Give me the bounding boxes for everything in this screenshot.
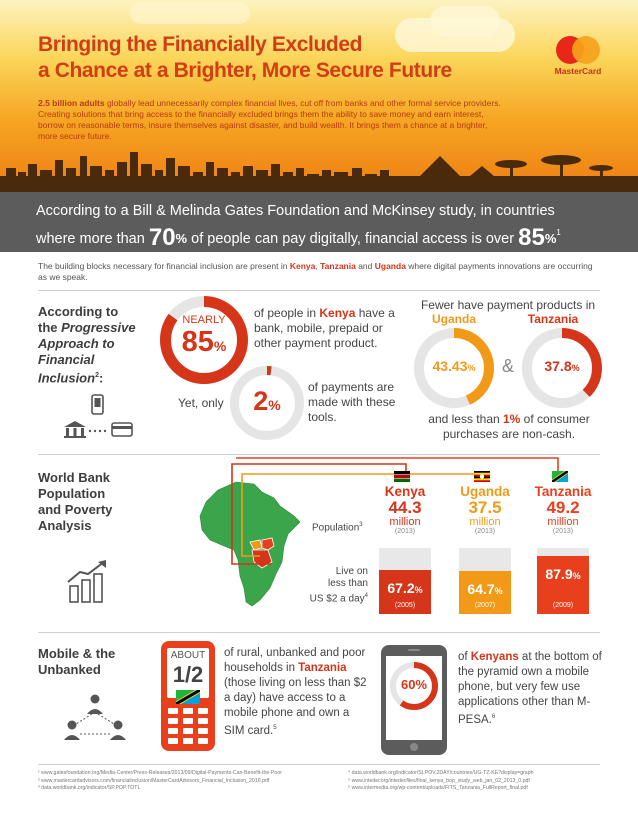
kenya-products-b: have a bank, mobile, prepaid or other payment product. [254, 306, 395, 350]
ke-mobile-b: at the bottom of the pyramid own a mobile phone, but very few use applications other than M-PESA. [458, 651, 602, 726]
footnote-6: ⁶ www.intermedia.org/wp-content/uploads/FITS_Tanzania_FullReport_final.pdf [348, 785, 528, 791]
yet-only-text: Yet, only [178, 396, 224, 410]
footnote-2: ² www.mastercardadvisors.com/financialinclusion/MasterCardAdvisors_Financial_Inclusion_2016.pdf [38, 777, 270, 784]
pa-title-2 [38, 320, 158, 336]
poverty-label-1: Live on [335, 566, 368, 577]
pa-title-1: According to [38, 304, 119, 319]
section-divider [38, 764, 600, 765]
gates-study-banner [0, 192, 638, 252]
ke-mobile-sup: 6 [491, 714, 496, 720]
poverty-value [379, 580, 431, 596]
country-population-unit: million [547, 516, 579, 528]
tanzania-ring-value [522, 358, 602, 374]
tanzania-ring-pct: % [571, 363, 580, 373]
title-line-2: a Chance at a Brighter, More Secure Future [38, 59, 452, 82]
band-pct: % [175, 231, 188, 246]
ampersand: & [501, 356, 514, 376]
world-bank-title [38, 470, 158, 534]
poverty-value [537, 566, 589, 582]
tanzania-ring-number: 37.8 [544, 358, 572, 374]
poverty-bar-kenya [379, 548, 431, 614]
pa-title-colon: : [98, 370, 104, 386]
building-blocks-text [38, 261, 598, 283]
country-name: Tanzania [534, 484, 592, 499]
pa-title-4: Financial [38, 352, 95, 367]
country-population: 44.3 [388, 498, 422, 517]
intro-paragraph [38, 98, 508, 142]
uganda-ring-pct: % [467, 363, 476, 373]
poverty-value [459, 581, 511, 597]
mu-title-2: Unbanked [38, 662, 101, 677]
kenyans-mobile-text [458, 650, 608, 728]
population-sup: 3 [359, 522, 363, 528]
kenya-flag-icon [394, 471, 410, 482]
footnotes-right [348, 770, 618, 793]
poverty-bar-uganda [459, 548, 511, 614]
country-population-year: (2013) [394, 528, 416, 535]
ke-mobile-kenyans: Kenyans [470, 651, 519, 663]
kenya-85-number: 85 [181, 326, 214, 358]
banking-channels-icon [60, 393, 140, 441]
poverty-pct: % [414, 585, 423, 595]
payments-2-value [230, 384, 304, 422]
band-footnote-ref: 1 [556, 228, 561, 237]
poverty-year: (2007) [474, 602, 496, 609]
population-label [312, 518, 363, 535]
mobile-unbanked-title [38, 646, 158, 678]
poverty-number: 67.2 [387, 580, 415, 596]
blocks-kenya: Kenya [289, 261, 316, 271]
pa-title-5: Inclusion [38, 370, 96, 386]
about-label: ABOUT [170, 650, 206, 661]
band-text-b: of people can pay digitally, financial access is over [187, 231, 519, 247]
country-column-uganda [452, 484, 518, 535]
kenya-products-text [254, 306, 400, 351]
kenyans-60-value: 60% [400, 677, 428, 692]
header-banner [0, 0, 638, 192]
band-line-2 [36, 222, 616, 250]
page-title [38, 32, 498, 84]
wb-title-4: Analysis [38, 518, 92, 533]
one-half-value: 1/2 [172, 662, 204, 687]
population-label-text: Population [312, 522, 360, 534]
fewer-products-text: Fewer have payment products in [420, 298, 596, 312]
title-line-1: Bringing the Financially Excluded [38, 33, 363, 56]
uganda-ring-number: 43.43 [432, 358, 468, 374]
pa-title-sup: 2 [95, 372, 99, 379]
blocks-and: and [355, 261, 375, 271]
poverty-number: 64.7 [467, 581, 495, 597]
gates-study-text [36, 200, 616, 250]
poverty-pct: % [572, 571, 581, 581]
city-skyline-silhouette [0, 150, 638, 192]
tanzania-label: Tanzania [527, 312, 579, 326]
non-cash-1pct: 1% [503, 412, 521, 426]
poverty-label [300, 566, 368, 605]
kenya-85-pct: % [213, 338, 227, 354]
payments-text: of payments are made with these tools. [308, 380, 396, 424]
network-people-icon [62, 692, 128, 744]
kenya-products-kenya: Kenya [319, 306, 356, 320]
country-name: Kenya [384, 484, 426, 499]
tz-mobile-b: (those living on less than $2 a day) have access to a mobile phone and own a SIM card. [224, 677, 367, 737]
pa-title-2b: Progressive [61, 320, 136, 335]
poverty-label-3: US $2 a day [309, 593, 365, 605]
payments-2-number: 2 [253, 386, 269, 416]
uganda-flag-icon [474, 471, 490, 482]
band-70: 70 [148, 224, 176, 251]
country-population-unit: million [469, 516, 501, 528]
uganda-label: Uganda [431, 312, 476, 326]
footnotes-left [38, 770, 338, 793]
intro-bold: 2.5 billion adults [38, 98, 105, 108]
poverty-year: (2009) [552, 602, 574, 609]
non-cash-c: of consumer purchases are non-cash. [442, 412, 590, 441]
logo-orange-circle [572, 36, 600, 64]
poverty-pct: % [494, 586, 503, 596]
tz-mobile-sup: 5 [273, 725, 277, 731]
band-line-1: According to a Bill & Melinda Gates Foundation and McKinsey study, in countries [36, 203, 555, 219]
mu-title-1: Mobile & [38, 646, 93, 661]
ke-mobile-a: of [458, 651, 471, 663]
blocks-uganda: Uganda [374, 261, 406, 271]
cloud-shape [130, 2, 250, 24]
pa-title-2a: the [38, 320, 62, 335]
progressive-approach-title [38, 304, 158, 386]
tz-mobile-tanzania: Tanzania [298, 662, 347, 674]
pa-title-3: Approach to [38, 336, 115, 351]
section-divider [38, 290, 600, 291]
mastercard-logo [548, 36, 608, 84]
section-divider [38, 632, 600, 633]
country-population: 37.5 [468, 498, 502, 517]
nearly-label: NEARLY [182, 314, 226, 326]
poverty-sup: 4 [364, 593, 368, 599]
poverty-number: 87.9 [545, 566, 573, 582]
non-cash-a: and less than [428, 412, 503, 426]
country-name: Uganda [460, 484, 510, 499]
kenya-85-value [160, 325, 248, 363]
tanzania-flag-small-icon [176, 690, 200, 704]
blocks-tanzania: Tanzania [320, 261, 356, 271]
country-population: 49.2 [546, 498, 580, 517]
uganda-ring-value [414, 358, 494, 374]
wb-title-2: Population [38, 486, 106, 501]
band-85: 85 [518, 224, 545, 251]
country-column-tanzania [530, 484, 596, 535]
non-cash-text [416, 412, 602, 442]
footnote-5: ⁵ www.intedecorg/intedecfiles/final_kenya_bop_study_web_jan_02_2013_0.pdf [348, 777, 530, 784]
footnote-3: ³ data.worldbank.org/indicator/SP.POP.TOTL [38, 785, 141, 791]
poverty-year: (2005) [394, 602, 416, 609]
band-pct: % [544, 231, 557, 246]
logo-text: MasterCard [554, 66, 602, 76]
country-column-kenya [372, 484, 438, 535]
country-population-year: (2013) [474, 528, 496, 535]
wb-title-1: World Bank [38, 470, 110, 485]
mu-title-1b: the [92, 646, 116, 661]
footnote-1: ¹ www.gatesfoundation.org/Media-Center/Press-Releases/2013/09/Digital-Payments-Can-Benefit-the-Poor [38, 770, 282, 776]
growth-chart-icon [66, 560, 112, 604]
blocks-pre: The building blocks necessary for financial inclusion are present in [38, 261, 290, 271]
poverty-bar-tanzania [537, 548, 589, 614]
tanzania-flag-icon [552, 471, 568, 482]
wb-title-3: and Poverty [38, 502, 113, 517]
tanzania-mobile-text [224, 646, 368, 739]
footnote-4: ⁴ data.worldbank.org/indicator/SI.POV.2DAY/countries/UG-TZ-KE?display=graph [348, 770, 534, 776]
country-population-year: (2013) [552, 528, 574, 535]
band-text-a: where more than [36, 231, 149, 247]
intro-rest: globally lead unnecessarily complex financial lives, cut off from banks and other formal service providers. Creating solutions that bring access to the financially excluded brings them the ability to save money and earn interest, borrow on reasonable terms, insure themselves against disaster, and build wealth. It brings them a chance at a brighter, more secure future. [38, 98, 501, 141]
blocks-comma: , [315, 261, 321, 271]
kenya-products-a: of people in [254, 306, 320, 320]
section-divider [38, 454, 600, 455]
poverty-label-2: less than [327, 578, 368, 589]
payments-2-pct: % [268, 397, 281, 413]
blocks-post: where digital payments innovations are occurring as we speak. [38, 261, 593, 282]
tz-mobile-a: of rural, unbanked and poor households in [224, 647, 366, 674]
country-population-unit: million [389, 516, 421, 528]
